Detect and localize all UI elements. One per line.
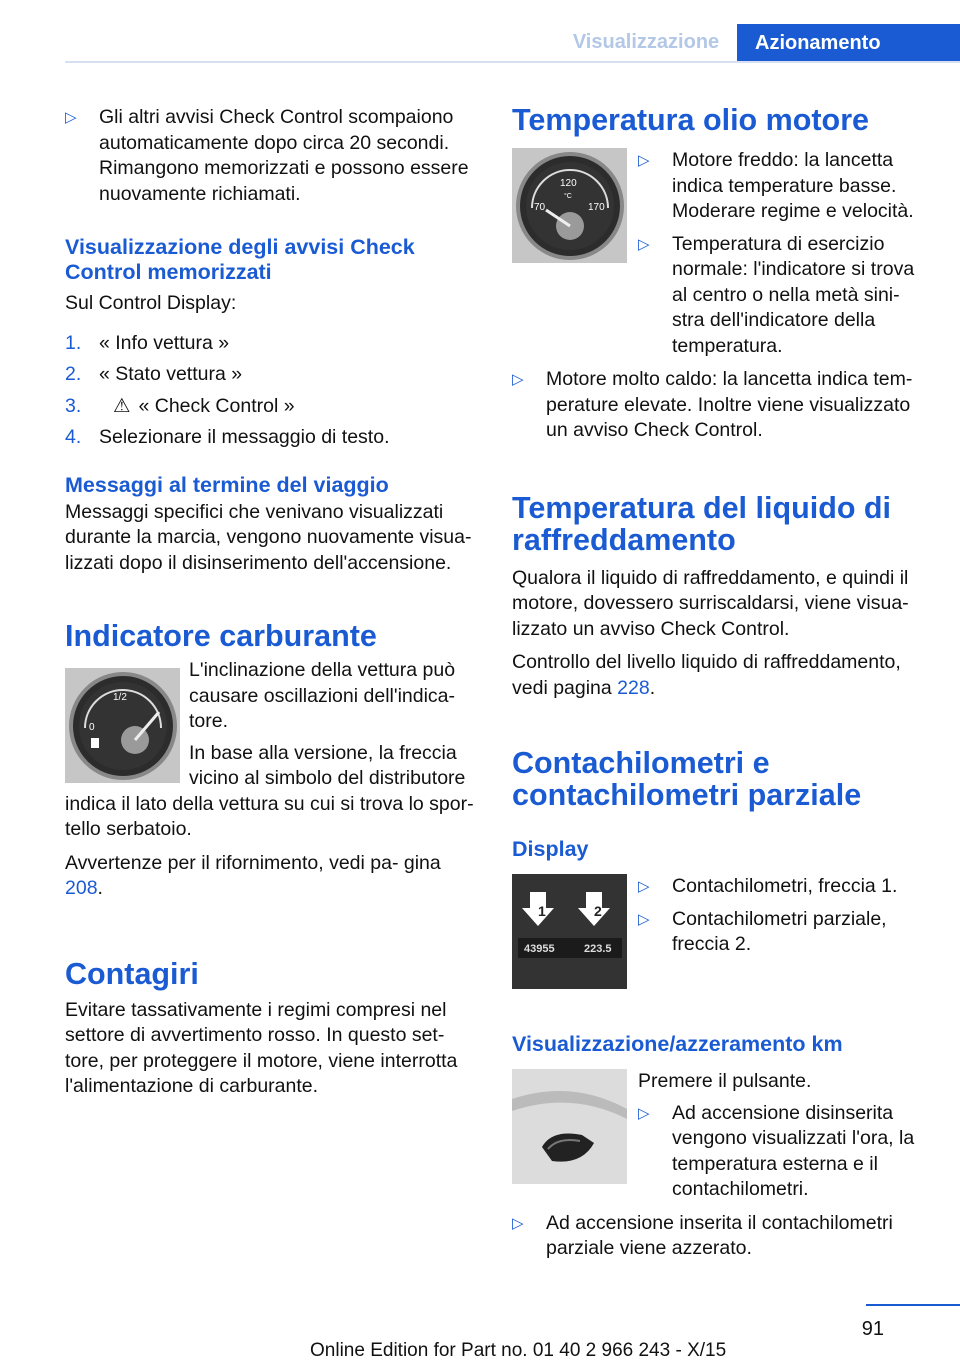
gauge-label: 120: [560, 178, 577, 189]
paragraph-text: Controllo del livello liquido di raffreddamento, vedi pagina: [512, 651, 901, 699]
step-text: « Info vettura »: [99, 331, 230, 354]
bullet-text: Contachilometri parziale, freccia 2.: [672, 907, 887, 955]
bullet-item: [65, 105, 479, 207]
step-text: « Stato vettura »: [99, 363, 243, 385]
fuel-section: [65, 658, 479, 902]
step-text: « Check Control »: [138, 394, 295, 417]
step-number: 4.: [65, 426, 82, 448]
paragraph: Evitare tassativamente i regimi compresi nel settore di avvertimento rosso. In questo set- tore, per proteggere il motore, viene interrotta l'alimentazione di carburante.: [65, 998, 458, 1097]
paragraph: Sul Control Display:: [65, 292, 237, 314]
header-divider: [65, 61, 960, 63]
gauge-label: 0: [89, 722, 95, 733]
arrow-label: 2: [594, 903, 602, 919]
odometer-value: 43955: [524, 943, 555, 955]
heading-tachometer: Contagiri: [65, 956, 199, 991]
paragraph: Avvertenze per il rifornimento, vedi pa- gina 208.: [65, 851, 441, 899]
step-number: 1.: [65, 331, 82, 354]
footer-divider: [866, 1304, 960, 1306]
list-item: [65, 425, 479, 451]
list-item: [65, 362, 479, 388]
gauge-label: 1/2: [113, 692, 127, 703]
display-section: [512, 874, 927, 1024]
heading-fuel-gauge: Indicatore carburante: [65, 619, 377, 653]
paragraph: Messaggi specifici che venivano visualizzati durante la marcia, vengono nuovamente visua- lizzati dopo il disinserimento dell'accensione.: [65, 500, 472, 574]
bullet-triangle-icon: ▷: [638, 235, 650, 253]
bullet-text: Ad accensione disinserita vengono visualizzati l'ora, la temperatura esterna e il contachilometri.: [672, 1101, 915, 1200]
gauge-label: °C: [564, 193, 572, 200]
paragraph-text: Avvertenze per il rifornimento, vedi pa- gina: [65, 851, 441, 874]
bullet-text: Ad accensione inserita il contachilometri parziale viene azzerato.: [546, 1211, 893, 1259]
left-column: [65, 100, 479, 1100]
bullet-item: [638, 148, 927, 225]
gauge-label: 170: [588, 202, 605, 213]
paragraph: Controllo del livello liquido di raffreddamento, vedi pagina 228.: [512, 651, 901, 699]
bullet-triangle-icon: ▷: [638, 910, 650, 928]
bullet-text: Motore molto caldo: la lancetta indica tem- perature elevate. Inoltre viene visualizzato un avviso Check Control.: [546, 368, 913, 441]
step-number: 3.: [65, 394, 82, 417]
bullet-text: Temperatura di esercizio normale: l'indicatore si trova al centro o nella metà sini- stra dell'indicatore della temperatura.: [672, 232, 915, 357]
page-link[interactable]: 208: [65, 877, 98, 899]
odometer-display-image: [512, 874, 627, 989]
heading-odometer: Contachilometri e contachilometri parziale: [512, 746, 862, 812]
paragraph: In base alla versione, la freccia vicino al simbolo del distributore: [189, 741, 466, 789]
step-number: 2.: [65, 363, 82, 385]
heading-trip-messages: Messaggi al termine del viaggio: [65, 472, 389, 497]
bullet-item: [512, 1211, 927, 1262]
heading-stored-messages: Visualizzazione degli avvisi Check Control memorizzati: [65, 235, 415, 284]
heading-reset-km: Visualizzazione/azzeramento km: [512, 1032, 843, 1056]
bullet-item: [638, 874, 927, 900]
paragraph: indica il lato della vettura su cui si trova lo spor- tello serbatoio.: [65, 792, 474, 840]
edition-footer: Online Edition for Part no. 01 40 2 966 243 - X/15: [310, 1340, 727, 1361]
reset-section: [512, 1069, 927, 1262]
bullet-item: [512, 367, 927, 444]
bullet-text: Motore freddo: la lancetta indica temperature basse. Moderare regime e velocità.: [672, 149, 914, 222]
oil-section: [512, 148, 927, 444]
fuel-gauge-icon: [65, 668, 180, 783]
bullet-triangle-icon: ▷: [638, 878, 650, 895]
step-text: Selezionare il messaggio di testo.: [99, 426, 390, 448]
heading-oil-temperature: Temperatura olio motore: [512, 103, 870, 137]
tab-azionamento[interactable]: Azionamento: [737, 24, 960, 62]
oil-temperature-gauge-icon: [512, 148, 627, 263]
bullet-text: Contachilometri, freccia 1.: [672, 875, 898, 897]
arrow-label: 1: [538, 903, 546, 919]
bullet-triangle-icon: ▷: [638, 1104, 650, 1122]
bullet-text: Gli altri avvisi Check Control scompaiono automaticamente dopo circa 20 secondi. Rimangono memorizzati e possono essere nuovamente richiamati.: [99, 106, 469, 205]
paragraph: Qualora il liquido di raffreddamento, e quindi il motore, dovessero surriscaldarsi, viene visua- lizzato un avviso Check Control.: [512, 566, 909, 640]
step-list: [65, 331, 479, 451]
trip-value: 223.5: [584, 943, 612, 955]
bullet-item: [638, 232, 927, 360]
page-header: [0, 0, 960, 62]
heading-display: Display: [512, 837, 589, 861]
odometer-arrows-icon: [512, 874, 627, 989]
bullet-triangle-icon: ▷: [512, 371, 524, 388]
gauge-label: 70: [534, 202, 546, 213]
bullet-triangle-icon: ▷: [65, 109, 77, 126]
paragraph: L'inclinazione della vettura può causare oscillazioni dell'indica- tore.: [189, 659, 456, 732]
bullet-item: [638, 1101, 927, 1203]
page-number: 91: [861, 1318, 884, 1340]
heading-coolant-temperature: Temperatura del liquido di raffreddamento: [512, 490, 892, 557]
bullet-triangle-icon: ▷: [512, 1214, 524, 1232]
bullet-triangle-icon: ▷: [638, 152, 650, 169]
tab-visualizzazione[interactable]: Visualizzazione: [572, 31, 720, 53]
oil-gauge-image: [512, 148, 627, 263]
right-column: [512, 100, 927, 1262]
list-item: [65, 394, 479, 420]
fuel-gauge-image: [65, 668, 180, 783]
reset-button-image: [512, 1069, 627, 1184]
trip-reset-button-icon: [512, 1069, 627, 1184]
paragraph: Premere il pulsante.: [638, 1070, 812, 1092]
warning-triangle-icon: ⚠: [113, 394, 131, 417]
bullet-item: [638, 907, 927, 958]
page-link[interactable]: 228: [617, 676, 650, 699]
list-item: [65, 331, 479, 357]
